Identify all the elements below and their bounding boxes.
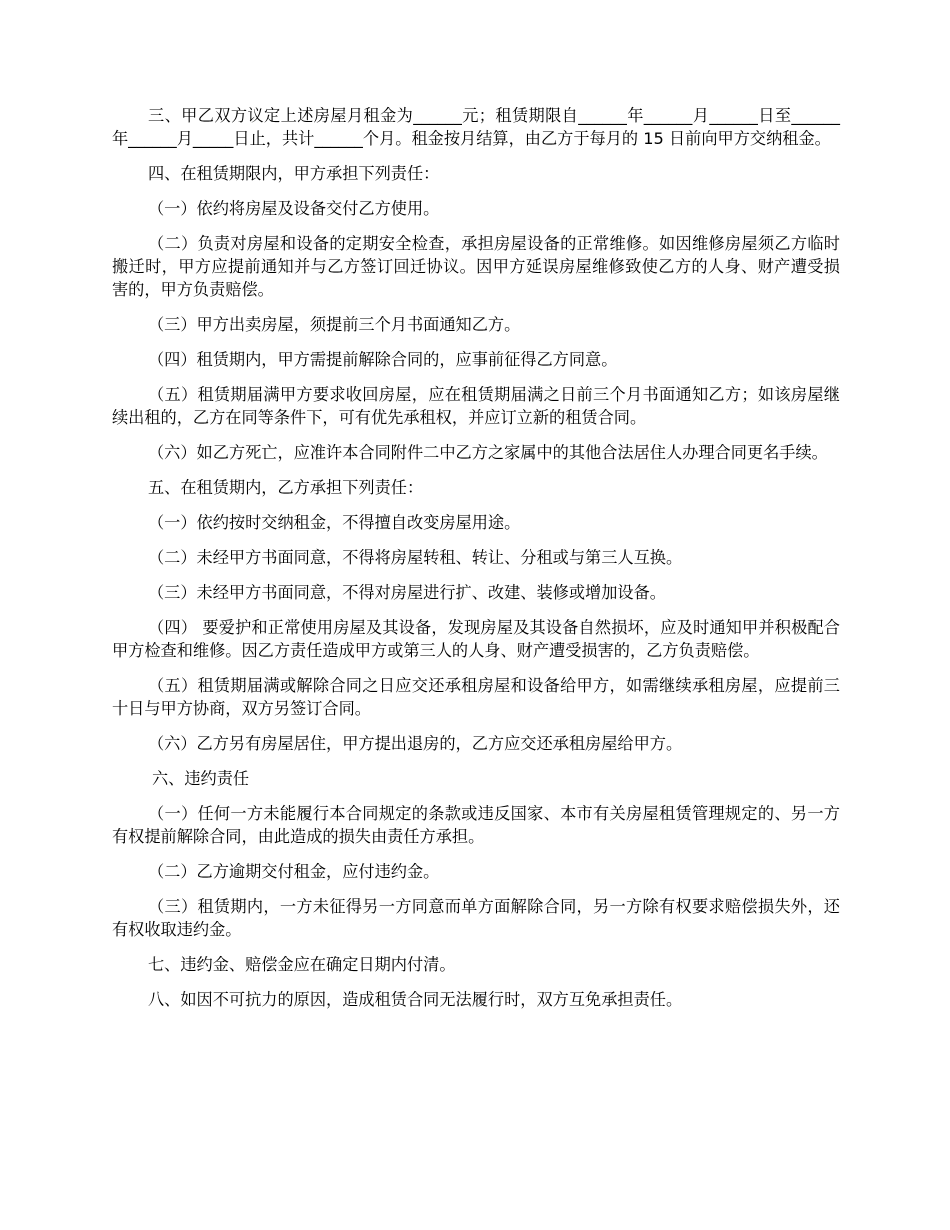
- clause-6-item-2: （二）乙方逾期交付租金，应付违约金。: [148, 862, 440, 881]
- clause-5-item-4: （四） 要爱护和正常使用房屋及其设备，发现房屋及其设备自然损坏，应及时通知甲并积极配合甲方检查和维修。因乙方责任造成甲方或第三人的人身、财产遭受损害的，乙方负责赔偿。: [112, 618, 840, 660]
- contract-page: [112, 104, 840, 1023]
- clause-5-item-2: （二）未经甲方书面同意，不得将房屋转租、转让、分租或与第三人互换。: [148, 548, 683, 567]
- clause-6-item-3: （三）租赁期内，一方未征得另一方同意而单方面解除合同，另一方除有权要求赔偿损失外，还有权收取违约金。: [112, 897, 840, 939]
- clause-5-item-5: （五）租赁期届满或解除合同之日应交还承租房屋和设备给甲方，如需继续承租房屋，应提前三十日与甲方协商，双方另签订合同。: [112, 676, 840, 718]
- clause-4-item-2: （二）负责对房屋和设备的定期安全检查，承担房屋设备的正常维修。如因维修房屋须乙方临时搬迁时，甲方应提前通知并与乙方签订回迁协议。因甲方延误房屋维修致使乙方的人身、财产遭受损害的，甲方负责赔偿。: [112, 234, 840, 299]
- clause-3-rent-term: 三、甲乙双方议定上述房屋月租金为______元；租赁期限自______年______月______日至______年______月_____日止，共计______个月。租金按月结算，由乙方于每月的 15 日前向甲方交纳租金。: [112, 106, 840, 148]
- clause-4-item-1: （一）依约将房屋及设备交付乙方使用。: [148, 199, 440, 218]
- clause-4-item-4: （四）租赁期内，甲方需提前解除合同的，应事前征得乙方同意。: [148, 350, 618, 369]
- clause-6-item-1: （一）任何一方未能履行本合同规定的条款或违反国家、本市有关房屋租赁管理规定的、另一方有权提前解除合同，由此造成的损失由责任方承担。: [112, 804, 840, 846]
- clause-4-item-3: （三）甲方出卖房屋，须提前三个月书面通知乙方。: [148, 315, 521, 334]
- clause-5-heading: 五、在租赁期内，乙方承担下列责任：: [148, 478, 424, 497]
- clause-4-heading: 四、在租赁期限内，甲方承担下列责任：: [148, 164, 440, 183]
- clause-6-heading: 六、违约责任: [152, 769, 250, 788]
- clause-4-item-6: （六）如乙方死亡，应准许本合同附件二中乙方之家属中的其他合法居住人办理合同更名手续。: [148, 443, 828, 462]
- clause-7: 七、违约金、赔偿金应在确定日期内付清。: [148, 955, 456, 974]
- clause-5-item-1: （一）依约按时交纳租金，不得擅自改变房屋用途。: [148, 513, 521, 532]
- clause-5-item-6: （六）乙方另有房屋居住，甲方提出退房的，乙方应交还承租房屋给甲方。: [148, 734, 683, 753]
- clause-8: 八、如因不可抗力的原因，造成租赁合同无法履行时，双方互免承担责任。: [148, 990, 683, 1009]
- clause-4-item-5: （五）租赁期届满甲方要求收回房屋，应在租赁期届满之日前三个月书面通知乙方；如该房屋继续出租的，乙方在同等条件下，可有优先承租权，并应订立新的租赁合同。: [112, 385, 840, 427]
- clause-5-item-3: （三）未经甲方书面同意，不得对房屋进行扩、改建、装修或增加设备。: [148, 583, 666, 602]
